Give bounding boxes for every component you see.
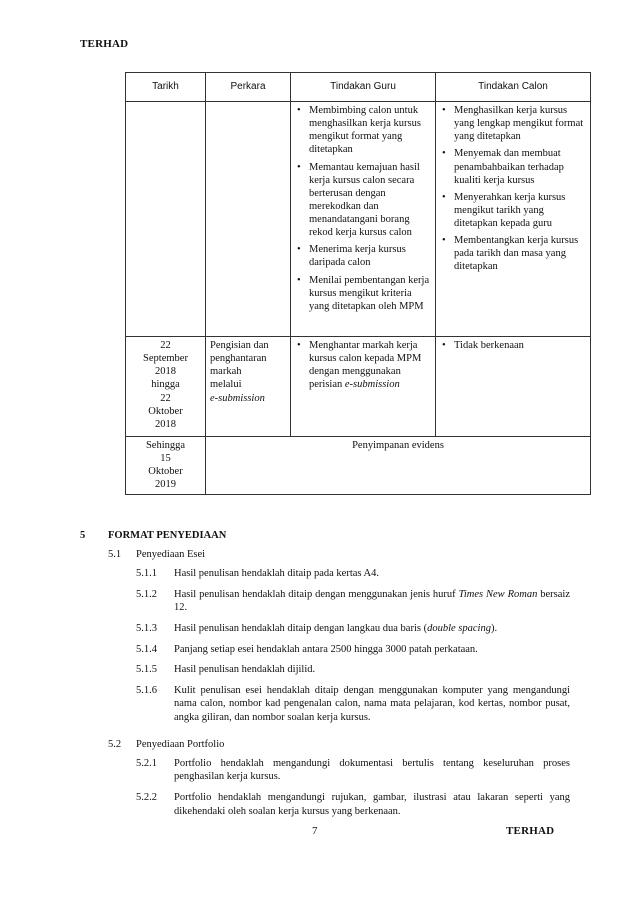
guru-cell xyxy=(291,102,436,337)
date-cell xyxy=(126,437,206,495)
item-number: 5.1.3 xyxy=(136,622,157,634)
guru-action-list xyxy=(295,339,431,392)
date-line: 2019 xyxy=(155,479,176,491)
table-row xyxy=(126,337,591,437)
table-row xyxy=(126,102,591,337)
list-item xyxy=(136,684,570,725)
list-item: • Membentangkan kerja kursus pada tarikh dan masa yang ditetapkan xyxy=(440,234,586,273)
guru-cell xyxy=(291,337,436,437)
perkara-line: markah xyxy=(210,366,242,378)
date-line: September xyxy=(143,353,188,365)
list-item xyxy=(136,567,570,581)
perkara-cell xyxy=(206,102,291,337)
column-header: Tindakan Calon xyxy=(436,73,591,102)
list-item: • Menyemak dan membuat penambahbaikan terhadap kualiti kerja kursus xyxy=(440,147,586,186)
section-title: FORMAT PENYEDIAAN xyxy=(108,530,227,541)
list-item xyxy=(136,757,570,784)
format-section xyxy=(80,530,570,825)
list-item xyxy=(136,588,570,615)
item-number: 5.1.1 xyxy=(136,568,157,579)
list-item-text: Menghantar markah kerja kursus calon kepada MPM dengan menggunakan perisian xyxy=(309,340,422,391)
column-header: Tarikh xyxy=(126,73,206,102)
calon-action-list xyxy=(440,339,586,352)
item-number: 5.1.4 xyxy=(136,643,157,655)
calon-cell xyxy=(436,102,591,337)
list-item: • Menghasilkan kerja kursus yang lengkap mengikut format yang ditetapkan xyxy=(440,104,586,143)
item-text xyxy=(174,588,570,615)
list-item-italic: e-submission xyxy=(344,379,400,391)
subsection-heading xyxy=(108,549,570,560)
item-text-part: Hasil penulisan hendaklah ditaip dengan langkau dua baris ( xyxy=(174,622,428,634)
perkara-cell xyxy=(206,337,291,437)
item-text: Hasil penulisan hendaklah dijilid. xyxy=(174,664,316,676)
calon-cell xyxy=(436,337,591,437)
date-cell xyxy=(126,102,206,337)
item-text: Kulit penulisan esei hendaklah ditaip dengan menggunakan komputer yang mengandungi nama calon, nombor kad pengenalan calon, nama mata pelajaran, kod kertas, nombor pusat, angka giliran, dan nombor soalan kerja kursus. xyxy=(174,684,570,724)
page-number: 7 xyxy=(312,825,318,837)
table-header-row xyxy=(126,73,591,102)
calon-action-list xyxy=(440,104,586,274)
table-row xyxy=(126,437,591,495)
item-text: Hasil penulisan hendaklah ditaip pada kertas A4. xyxy=(174,568,379,579)
date-line: 22 xyxy=(160,392,171,404)
item-number: 5.1.5 xyxy=(136,664,157,676)
merged-cell: Penyimpanan evidens xyxy=(206,437,591,495)
footer-label: TERHAD xyxy=(506,825,555,837)
item-text xyxy=(174,622,570,636)
list-item: • Tidak berkenaan xyxy=(440,339,586,352)
item-text-italic: double spacing xyxy=(427,622,491,634)
column-header: Perkara xyxy=(206,73,291,102)
subsection-number: 5.1 xyxy=(108,549,122,560)
section-heading xyxy=(80,530,570,541)
item-text: Panjang setiap esei hendaklah antara 2500 hingga 3000 patah perkataan. xyxy=(174,643,478,655)
item-text-part: bersaiz 12. xyxy=(174,588,571,614)
item-text-italic: Times New Roman xyxy=(458,588,538,600)
list-item: • Menyerahkan kerja kursus mengikut tarikh yang ditetapkan kepada guru xyxy=(440,191,586,230)
subsection-heading xyxy=(108,739,570,750)
item-text-part: ). xyxy=(490,622,498,634)
item-number: 5.1.2 xyxy=(136,588,157,600)
item-text: Portfolio hendaklah mengandungi rujukan, gambar, ilustrasi atau lakaran seperti yang dikehendaki oleh soalan kerja kursus yang berkenaan. xyxy=(174,792,570,817)
item-number: 5.1.6 xyxy=(136,684,157,696)
date-line: Oktober xyxy=(148,466,183,478)
perkara-line: penghantaran xyxy=(210,353,267,365)
perkara-line: Pengisian dan xyxy=(210,340,269,351)
list-item: • Memantau kemajuan hasil kerja kursus calon secara berterusan dengan merekodkan dan menandatangani borang rekod kerja kursus calon xyxy=(295,161,431,240)
date-line: hingga xyxy=(151,379,180,391)
date-line: 2018 xyxy=(155,418,176,430)
perkara-line: e-submission xyxy=(210,392,265,404)
subsection-number: 5.2 xyxy=(108,738,122,750)
guru-action-list xyxy=(295,104,431,313)
section-number: 5 xyxy=(80,530,86,541)
date-line: 15 xyxy=(160,453,171,465)
list-item: • Menilai pembentangan kerja kursus mengikut kriteria yang ditetapkan oleh MPM xyxy=(295,274,431,313)
list-item: • Menerima kerja kursus daripada calon xyxy=(295,243,431,269)
column-header: Tindakan Guru xyxy=(291,73,436,102)
item-text: Portfolio hendaklah mengandungi dokumentasi bertulis tentang keseluruhan proses penghasilan kerja kursus. xyxy=(174,757,570,783)
list-item xyxy=(136,791,570,818)
date-line: Oktober xyxy=(148,405,183,417)
date-line: 22 xyxy=(160,340,171,351)
list-item xyxy=(136,643,570,657)
header-label: TERHAD xyxy=(80,38,129,50)
date-line: Sehingga xyxy=(145,440,186,451)
list-item xyxy=(136,622,570,636)
list-item xyxy=(136,663,570,677)
schedule-table xyxy=(125,72,591,495)
list-item xyxy=(295,339,431,392)
item-number: 5.2.2 xyxy=(136,792,157,804)
list-item: • Membimbing calon untuk menghasilkan kerja kursus mengikut format yang ditetapkan xyxy=(295,104,431,157)
subsection-title: Penyediaan Esei xyxy=(136,549,206,560)
date-line: 2018 xyxy=(155,366,176,378)
item-text-part: Hasil penulisan hendaklah ditaip dengan menggunakan jenis huruf xyxy=(174,588,459,600)
subsection-title: Penyediaan Portfolio xyxy=(136,738,225,750)
date-cell xyxy=(126,337,206,437)
perkara-line: melalui xyxy=(210,379,242,391)
item-number: 5.2.1 xyxy=(136,757,157,769)
